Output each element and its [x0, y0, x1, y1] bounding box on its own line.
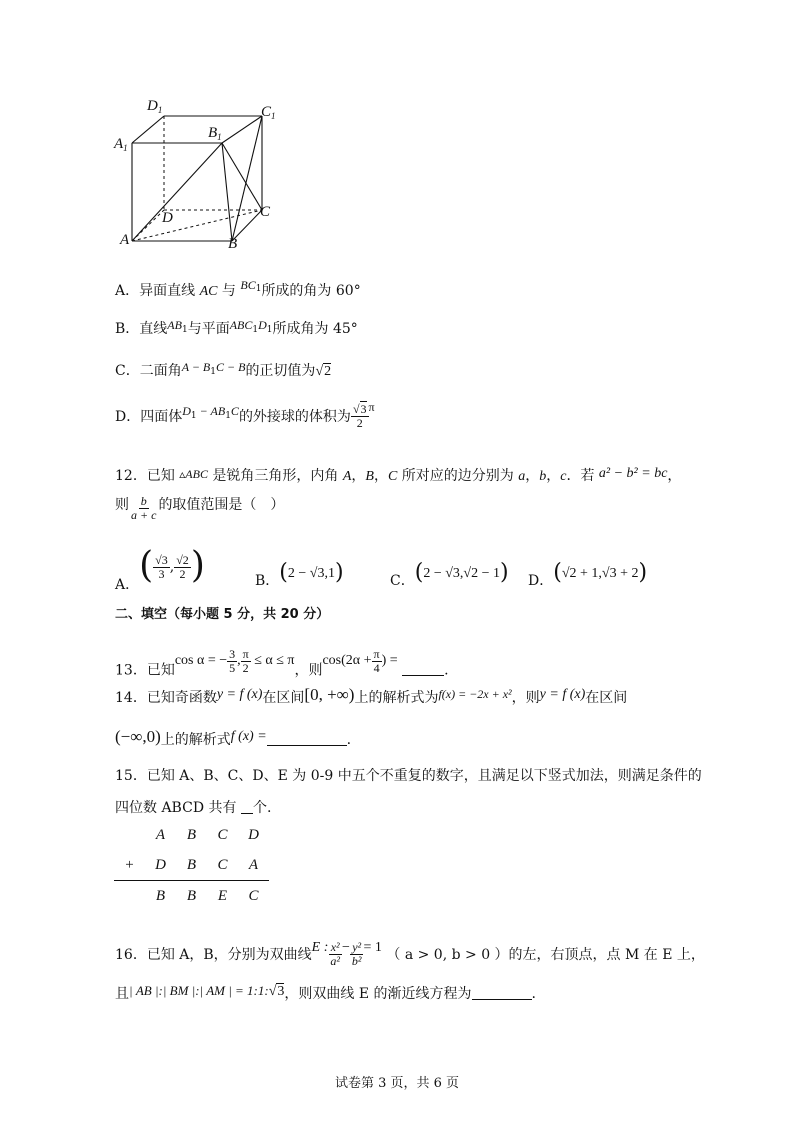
q14-line2: (−∞,0)上的解析式f (x) = .: [115, 727, 352, 748]
label-C: C: [260, 204, 271, 220]
q13: 13．已知cos α = − $\frac{3}{5}$ , $\frac{\pi}{2}$ ≤ α ≤ π，则cos(2α + $\frac{\pi}{4}$ ) = .: [115, 647, 449, 679]
addition-row-3: B B E C: [155, 887, 259, 904]
q12-line1: 12．已知 ▵ABC 是锐角三角形，内角 A，B，C 所对应的边分别为 a，b，c．若 a² − b² = bc，: [115, 466, 682, 484]
vertical-addition: [114, 820, 269, 911]
label-B1: $B_1$: [208, 125, 222, 142]
q16-line2: 且| AB |:| BM |:| AM | = 1:1:√3，则双曲线 E 的渐近线方程为 .: [115, 983, 536, 1002]
q15-line2: 四位数 ABCD 共有 个.: [115, 800, 272, 816]
q12-option-a: A．( $\frac{√3}{3}$ , $\frac{√2}{2}$ ): [115, 545, 205, 593]
label-C1: $C_1$: [261, 104, 276, 121]
label-D: D: [162, 210, 173, 226]
label-A: A: [120, 232, 130, 248]
q15-line1: 15．已知 A、B、C、D、E 为 0-9 中五个不重复的数字，且满足以下竖式加法，则满足条件的: [115, 768, 702, 784]
cube-figure: [112, 98, 287, 253]
addition-row-2: + D B C A: [114, 850, 269, 881]
q12-option-b: B．(2 − √3,1): [255, 560, 344, 589]
q14-line1: 14．已知奇函数y = f (x)在区间[0, +∞)上的解析式为f(x) = −2x + x²，则y = f (x)在区间: [115, 685, 628, 706]
label-A1: $A_1$: [114, 136, 128, 153]
q11-option-c: C．二面角A − B1C − B的正切值为√2: [115, 360, 332, 379]
addition-row-1: A B C D: [155, 826, 259, 843]
q11-option-d: D．四面体$D^1 - AB^1C$的外接球的体积为 $\frac{√3}{2}$ π: [115, 400, 375, 430]
page-footer: 试卷第 3 页，共 6 页: [334, 1076, 460, 1091]
section-title: 二、填空（每小题 5 分，共 20 分）: [115, 607, 330, 622]
q12-option-d: D．(√2 + 1,√3 + 2): [528, 560, 648, 589]
q11-option-a: A．异面直线 AC 与 $BC^1$所成的角为 60°: [115, 278, 361, 299]
q16-line1: 16．已知 A，B，分别为双曲线E : $\frac{\text{x²}}{\text{a²}}$ − $\frac{\text{y²}}{\text{b²}}$ = 1 （ a > 0, b > 0 ）的左，右顶点，点 M 在 E 上，: [115, 940, 705, 968]
label-D1: $D_1$: [147, 98, 163, 115]
q12-line2: 则 $\frac{b}{a + c}$ 的取值范围是（ ）: [115, 494, 285, 522]
q12-option-c: C．(2 − √3,√2 − 1): [390, 560, 509, 589]
label-B: B: [228, 236, 238, 252]
q11-option-b: B．直线AB1与平面ABC1D1所成角为 45°: [115, 318, 358, 337]
